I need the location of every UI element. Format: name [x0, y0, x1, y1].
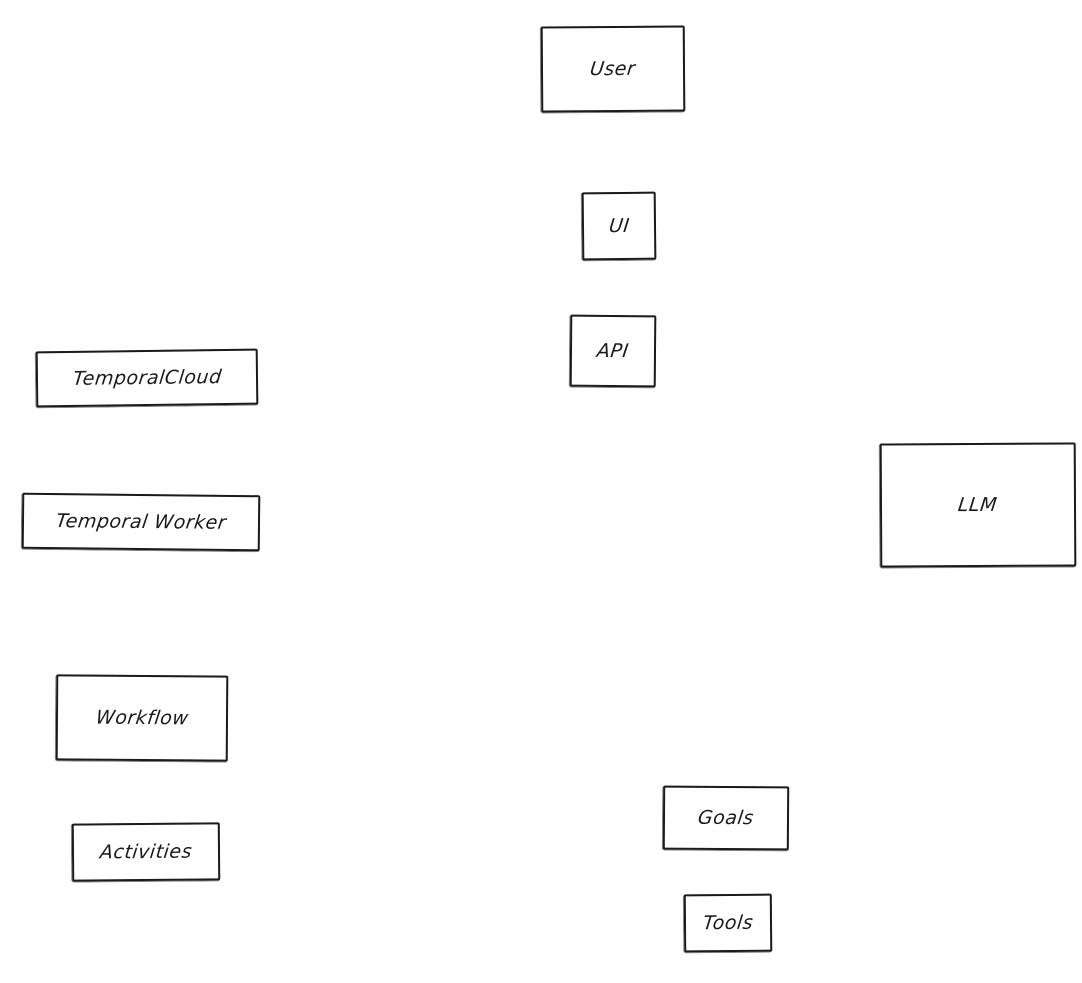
- node-label: TemporalCloud: [71, 365, 223, 390]
- node-label: Tools: [701, 911, 755, 934]
- node-label: Activities: [98, 840, 194, 863]
- node-label: Workflow: [94, 706, 190, 729]
- node-api: [570, 315, 657, 388]
- node-temporal-worker: [22, 493, 261, 551]
- node-label: LLM: [957, 493, 999, 516]
- node-ui: [582, 192, 657, 261]
- node-label: Temporal Worker: [54, 509, 228, 534]
- node-tools: [684, 894, 773, 953]
- node-workflow: [56, 674, 229, 761]
- node-label: User: [589, 57, 637, 80]
- node-user: [541, 25, 686, 112]
- node-activities: [72, 822, 221, 881]
- node-temporal-cloud: [36, 349, 259, 408]
- node-goals: [663, 786, 789, 851]
- node-label: UI: [607, 214, 631, 237]
- node-label: Goals: [696, 806, 756, 829]
- node-llm: [880, 442, 1077, 567]
- node-label: API: [595, 339, 631, 362]
